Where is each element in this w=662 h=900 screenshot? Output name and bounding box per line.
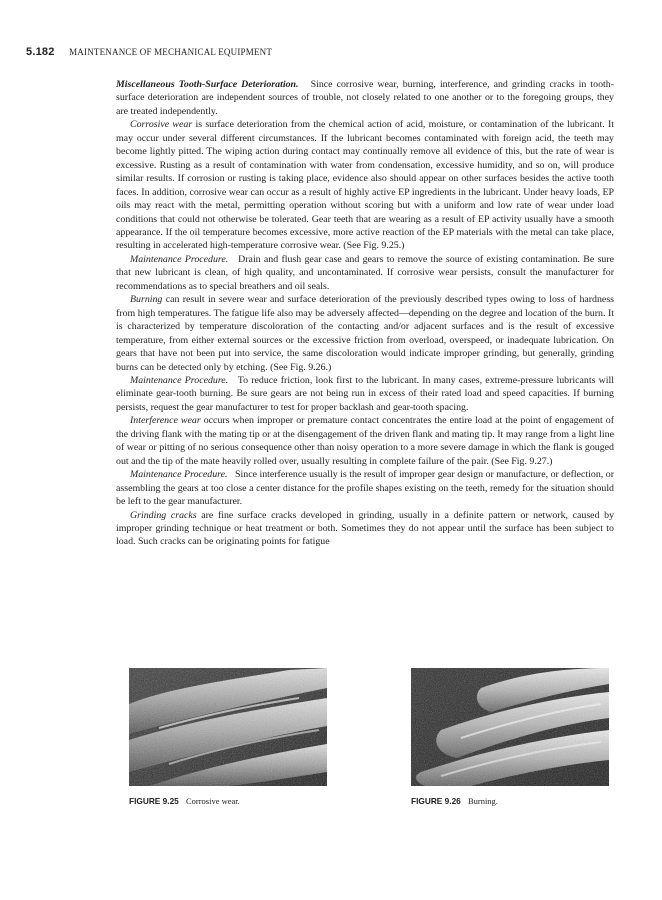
term: Corrosive wear	[130, 119, 193, 131]
section-heading: Miscellaneous Tooth-Surface Deterioration.	[116, 79, 299, 90]
page-header	[26, 46, 272, 58]
figure-label: FIGURE 9.25	[129, 796, 179, 806]
figure-corrosive-wear-photo	[129, 668, 327, 786]
paragraph-burning	[116, 293, 614, 374]
running-title: MAINTENANCE OF MECHANICAL EQUIPMENT	[69, 47, 273, 57]
term: Maintenance Procedure.	[130, 253, 229, 265]
figure-caption	[129, 796, 240, 806]
paragraph-maintenance-2	[116, 374, 614, 414]
paragraph-text: Since interference usually is the result of improper gear design or manufacture, or deflection, or assembling the gears at too close a center distance for the profile shapes existing on the teeth, remedy for the situation should be left to the gear manufacturer.	[116, 469, 614, 508]
term: Burning	[130, 294, 163, 306]
paragraph-text: can result in severe wear and surface deterioration of the previously described types owing to loss of hardness from high temperatures. The fatigue life also may be adversely affected—depending on the degree and location of the burn. It is characterized by temperature discoloration of the contacting and/or adjacent surfaces and is the result of excessive temperature, from either external sources or the excessive friction from overload, overspeed, or inadequate lubrication. On gears that have not been put into service, the same discoloration would indicate improper grinding, but generally, grinding burns can be detected only by etching. (See Fig. 9.26.)	[116, 294, 614, 373]
paragraph-text: Since corrosive wear, burning, interference, and grinding cracks in tooth-surface deterioration are independent sources of trouble, not closely related to one another or to the foregoing groups, they are treated independently.	[116, 79, 614, 117]
term: Maintenance Procedure.	[130, 469, 228, 481]
paragraph-text: occurs when improper or premature contact concentrates the entire load at the point of engagement of the driving flank with the mating tip or at the disengagement of the driven flank and mating tip. It may range from a light line of wear or pitting of no serious consequence other than noisy operation to a more severe damage in which the flank is gouged out and the tip of the mate heavily rolled over, usually resulting in complete failure of the pair. (See Fig. 9.27.)	[116, 415, 615, 467]
paragraph-maintenance-1	[116, 253, 614, 293]
figure-caption-text: Corrosive wear.	[185, 796, 240, 806]
paragraph-misc-deterioration	[116, 78, 614, 118]
term: Grinding cracks	[130, 509, 197, 521]
paragraph-interference-wear	[116, 414, 614, 468]
paragraph-text: Drain and flush gear case and gears to remove the source of existing contamination. Be sure that new lubricant is clean, of high quality, and uncontaminated. If corrosive wear persists, consult the manufacturer for recommendations as to special breathers and oil seals.	[116, 253, 615, 292]
paragraph-maintenance-3	[116, 468, 614, 508]
figure-label: FIGURE 9.26	[411, 796, 461, 806]
figure-burning-photo	[411, 668, 609, 786]
term: Maintenance Procedure.	[130, 374, 229, 386]
paragraph-text: is surface deterioration from the chemical action of acid, moisture, or contamination of the lubricant. It may occur under several different circumstances. If the lubricant becomes contaminated with foreign acid, the teeth may become lightly pitted. The wiping action during contact may continually remove all evidence of this, but the rate of wear is excessive. Rusting as a result of contamination with water from condensation, excessive humidity, and so on, will produce similar results. If corrosion or rusting is taking place, evidence also should appear on other surfaces besides the active tooth faces. In addition, corrosive wear can occur as a result of highly active EP ingredients in the lubricant. Under heavy loads, EP oils may react with the metal, permitting operation without scoring but with a uniform and low rate of wear under load conditions that could not otherwise be tolerated. Gear teeth that are wearing as a result of EP activity usually have a smooth appearance. If the oil temperature becomes excessive, more active reaction of the EP materials with the metal can take place, resulting in accelerated high-temperature corrosive wear. (See Fig. 9.25.)	[116, 119, 615, 252]
page-number: 5.182	[26, 46, 55, 58]
body-text	[116, 78, 614, 549]
figure-caption	[411, 796, 498, 806]
term: Interference wear	[130, 415, 201, 427]
paragraph-text: are fine surface cracks developed in grinding, usually in a definite pattern or network, caused by improper grinding technique or heat treatment or both. Sometimes they do not appear until the surface has been subject to load. Such cracks can be originating points for fatigue	[116, 509, 615, 548]
figure-caption-text: Burning.	[467, 796, 498, 806]
paragraph-grinding-cracks	[116, 509, 614, 549]
paragraph-text: To reduce friction, look first to the lubricant. In many cases, extreme-pressure lubricants will eliminate gear-tooth burning. Be sure gears are not being run in excess of their rated load and speed capacities. If burning persists, request the gear manufacturer to test for proper backlash and gear-tooth spacing.	[116, 374, 614, 413]
paragraph-corrosive-wear	[116, 118, 614, 253]
